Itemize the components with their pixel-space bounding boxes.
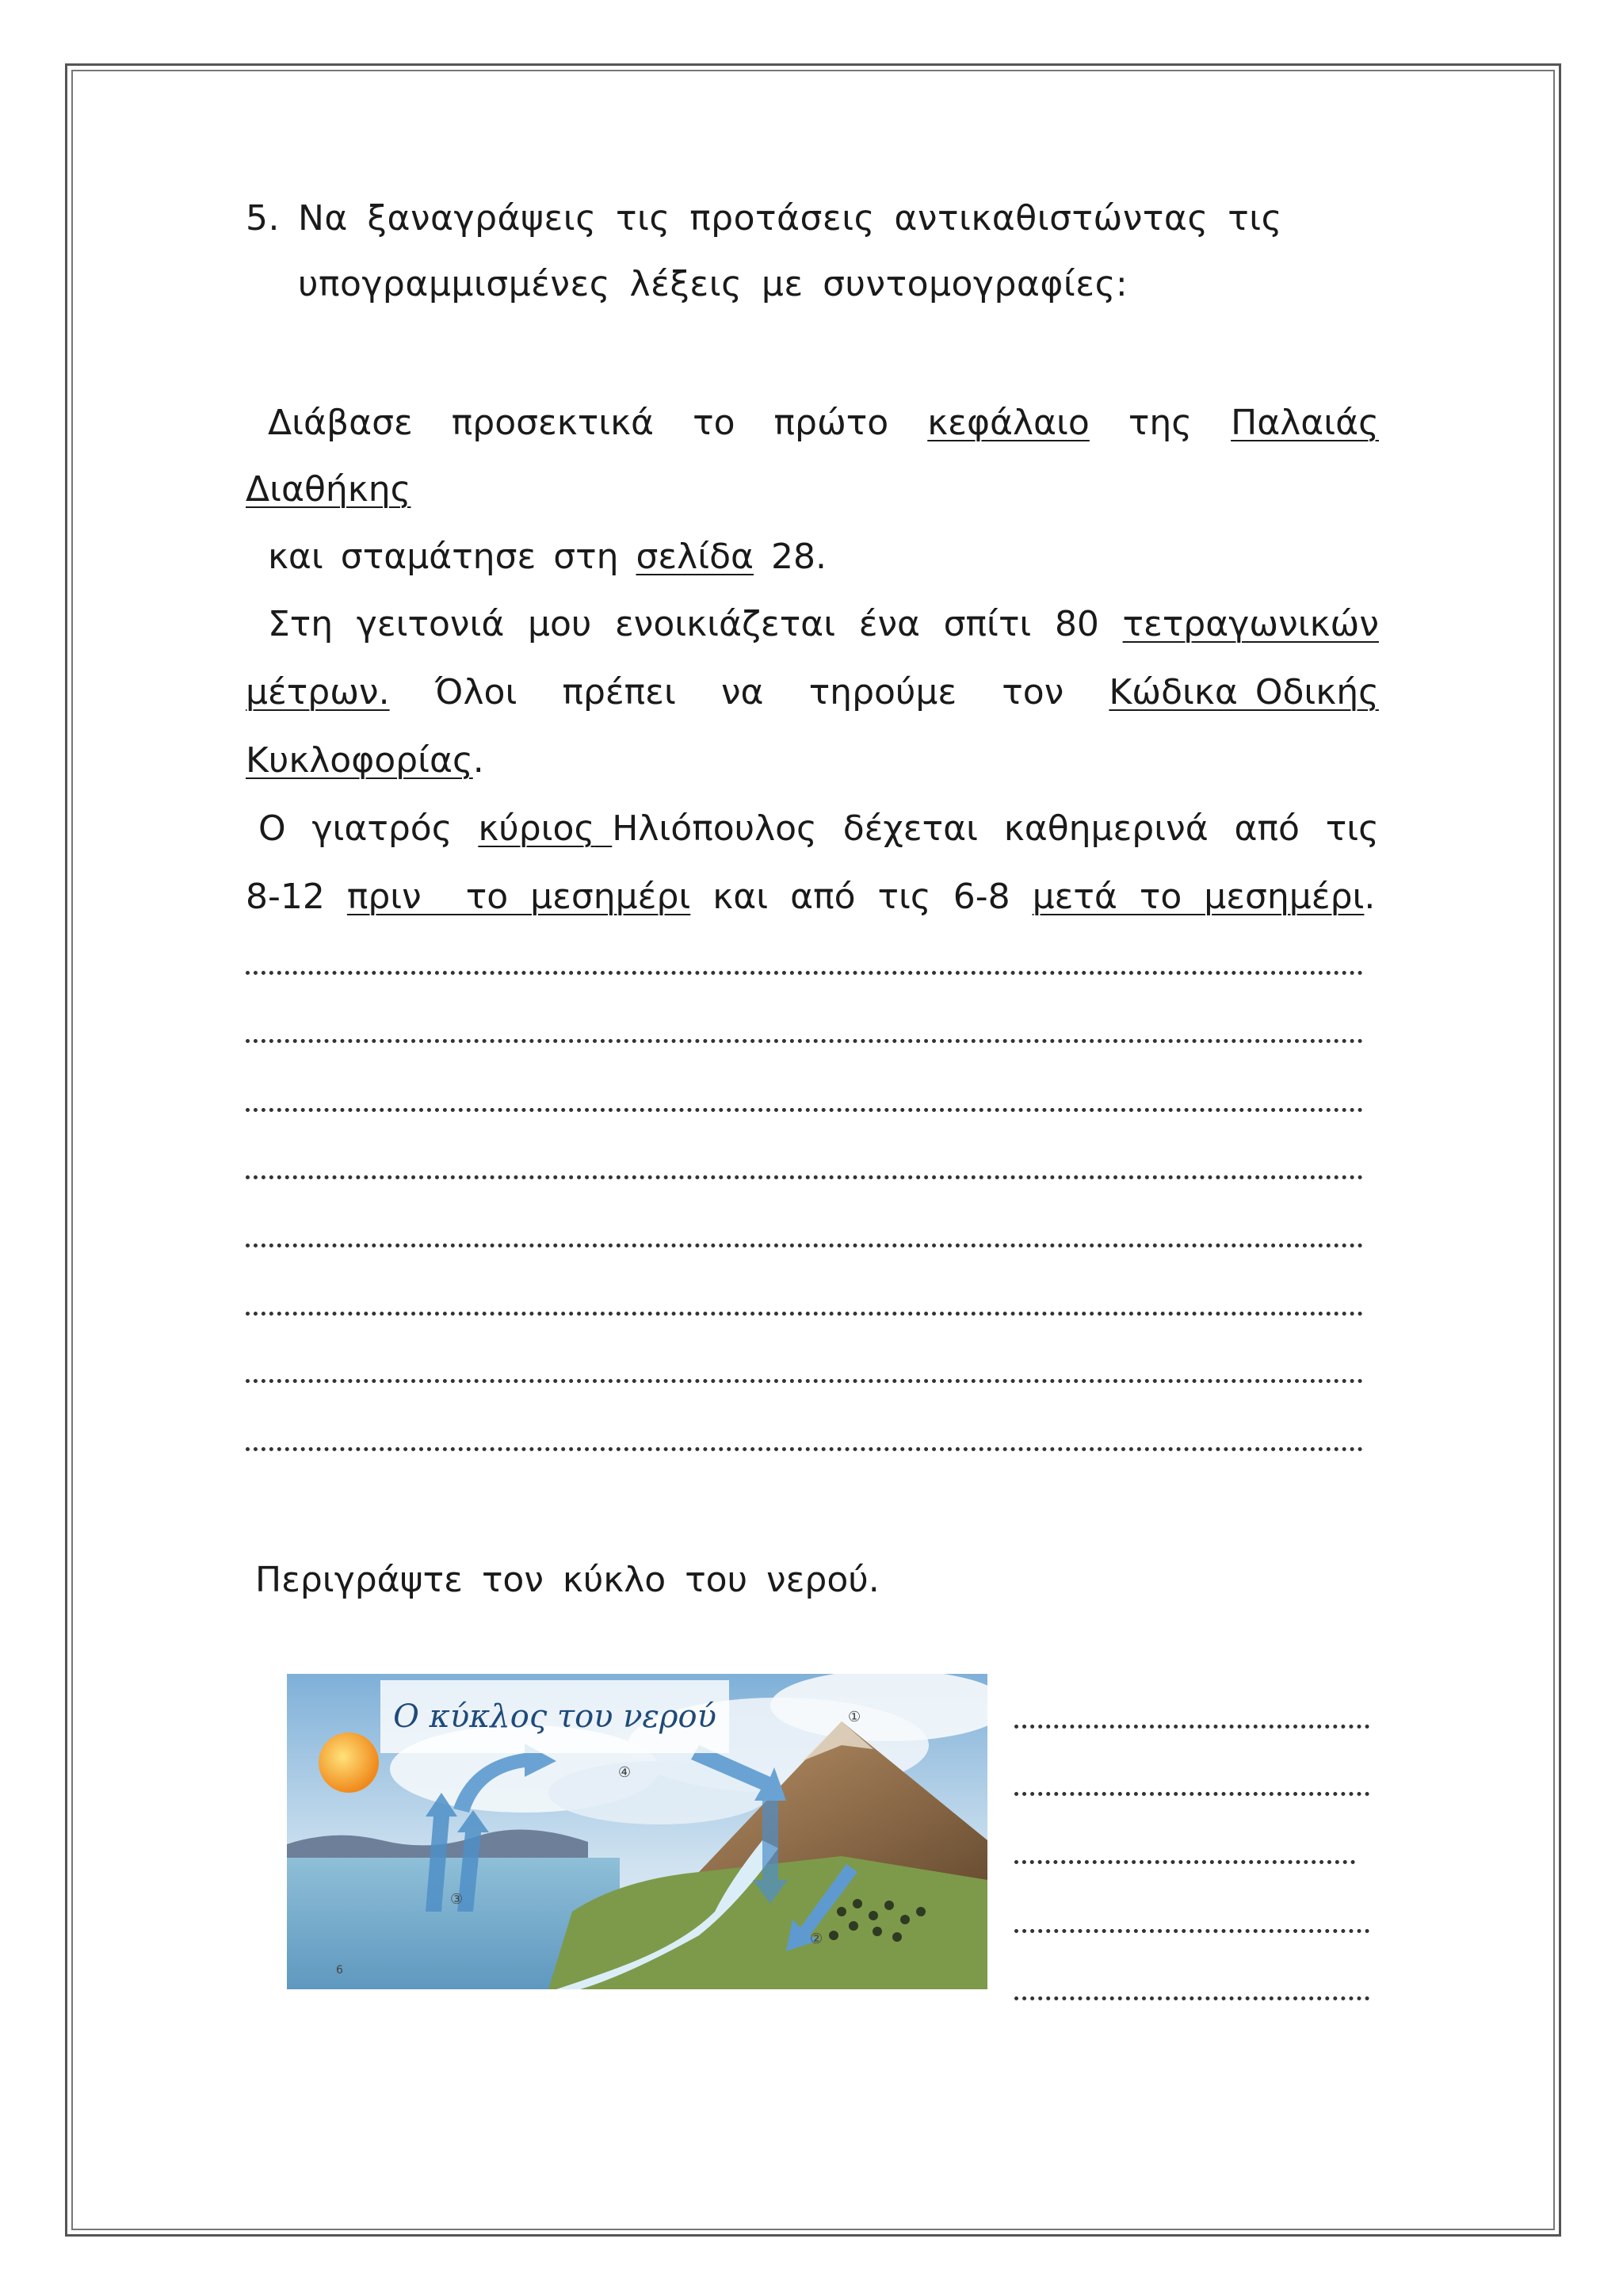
- underlined-word: πριν το μεσημέρι: [346, 877, 691, 917]
- word: 80: [1054, 604, 1099, 644]
- word: και: [712, 877, 769, 917]
- marker-3: ③: [450, 1891, 464, 1908]
- underlined-word: Κώδικα Οδικής: [1109, 672, 1379, 712]
- text: και σταμάτησε στη: [268, 537, 636, 577]
- exercise-number: 5.: [246, 198, 280, 239]
- word: από: [1234, 808, 1300, 849]
- word: Όλοι: [434, 672, 517, 712]
- word: ένα: [858, 604, 921, 644]
- marker-2: ②: [810, 1931, 823, 1947]
- word: τηρούμε: [808, 672, 957, 712]
- underlined-word: κεφάλαιο: [927, 403, 1090, 443]
- underlined-word: κύριος: [478, 808, 595, 849]
- word: το: [693, 403, 735, 443]
- word: Διάβασε: [268, 403, 413, 443]
- word: πρώτο: [773, 403, 889, 443]
- answer-line[interactable]: [246, 1039, 1363, 1043]
- sentence-line-5: [246, 672, 1379, 712]
- side-answer-line[interactable]: [1014, 1792, 1369, 1796]
- word: προσεκτικά: [451, 403, 655, 443]
- corner-number: 6: [336, 1964, 343, 1977]
- word: 8-12: [246, 877, 325, 917]
- exercise-title-line1: Να ξαναγράψεις τις προτάσεις αντικαθιστώντας τις: [298, 198, 1282, 239]
- word: Ο: [258, 808, 286, 849]
- exercise-title-line2: υπογραμμισμένες λέξεις με συντομογραφίες:: [298, 264, 1128, 304]
- underlined-word: μετά το μεσημέρι: [1032, 877, 1365, 917]
- answer-line[interactable]: [246, 1379, 1363, 1383]
- word: τον: [1002, 672, 1064, 712]
- word: να: [720, 672, 764, 712]
- sentence-line-1: [268, 403, 1379, 443]
- word: Στη: [268, 604, 334, 644]
- image-title: Ο κύκλος του νερού: [380, 1680, 729, 1753]
- underlined-word: Παλαιάς: [1231, 403, 1379, 443]
- side-answer-line[interactable]: [1014, 1725, 1369, 1729]
- exercise-heading-line1: [246, 198, 1282, 239]
- word: ενοικιάζεται: [614, 604, 836, 644]
- underlined-word: Κυκλοφορίας: [246, 740, 473, 781]
- marker-1: ①: [848, 1709, 861, 1725]
- sentence-line-8: [246, 877, 1375, 917]
- water-cycle-image: [287, 1674, 987, 1989]
- answer-line[interactable]: [246, 1244, 1363, 1247]
- underlined-word: τετραγωνικών: [1122, 604, 1379, 644]
- answer-line[interactable]: [246, 971, 1363, 975]
- text: 28.: [754, 537, 827, 577]
- side-answer-line[interactable]: [1014, 1929, 1369, 1933]
- side-answer-line[interactable]: [1014, 1860, 1355, 1864]
- sentence-line-2: [246, 469, 411, 510]
- word: μου: [528, 604, 592, 644]
- underlined-word: μέτρων.: [246, 672, 390, 712]
- side-answer-line[interactable]: [1014, 1996, 1369, 2000]
- answer-line[interactable]: [246, 1108, 1363, 1112]
- answer-line[interactable]: [246, 1175, 1363, 1179]
- underlined-word: Διαθήκης: [246, 469, 411, 510]
- sentence-line-6: [246, 740, 484, 781]
- underlined-word: σελίδα: [636, 537, 754, 577]
- answer-line[interactable]: [246, 1312, 1363, 1316]
- word: από: [790, 877, 856, 917]
- text: .: [472, 740, 484, 781]
- word: τις: [1325, 808, 1379, 849]
- word: γειτονιά: [356, 604, 505, 644]
- word: γιατρός: [311, 808, 453, 849]
- text: .: [1364, 877, 1376, 917]
- water-cycle-question: Περιγράψτε τον κύκλο του νερού.: [255, 1560, 880, 1600]
- sentence-line-7: [258, 808, 1379, 849]
- marker-4: ④: [618, 1764, 632, 1781]
- word: καθημερινά: [1003, 808, 1209, 849]
- word: της: [1128, 403, 1193, 443]
- word: σπίτι: [943, 604, 1032, 644]
- sentence-line-4: [268, 604, 1379, 644]
- word: δέχεται: [842, 808, 978, 849]
- word: τις: [877, 877, 931, 917]
- word: πρέπει: [562, 672, 676, 712]
- word: Ηλιόπουλος: [612, 808, 817, 849]
- sentence-line-3: [268, 537, 827, 577]
- sun-icon: [319, 1733, 379, 1793]
- answer-line[interactable]: [246, 1447, 1363, 1451]
- word: 6-8: [953, 877, 1010, 917]
